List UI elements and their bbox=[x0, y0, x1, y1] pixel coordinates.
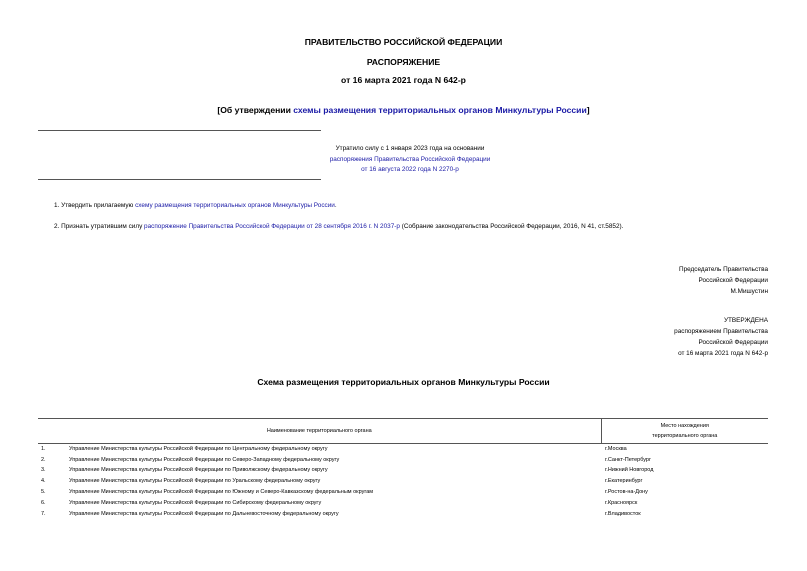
table-row bbox=[38, 476, 768, 487]
column-header-place-line2: территориального органа bbox=[652, 433, 718, 439]
signature-position: Председатель Правительства bbox=[679, 266, 768, 273]
item-1-prefix: 1. Утвердить прилагаемую bbox=[54, 202, 136, 209]
row-number: 2. bbox=[41, 456, 46, 463]
approval-line3: Российской Федерации bbox=[698, 339, 768, 346]
status-note-link-line1[interactable]: распоряжения Правительства Российской Федерации bbox=[329, 155, 491, 163]
row-name: Управление Министерства культуры Российской Федерации по Дальневосточному федеральному округу bbox=[69, 510, 339, 517]
row-name: Управление Министерства культуры Российской Федерации по Южному и Северо-Кавказскому федеральным округам bbox=[69, 489, 374, 496]
table-row bbox=[38, 487, 768, 498]
approval-block bbox=[674, 315, 768, 359]
row-name: Управление Министерства культуры Российской Федерации по Центральному федеральному округу bbox=[69, 446, 328, 453]
row-place: г.Екатеринбург bbox=[605, 478, 643, 485]
document-date-number: от 16 марта 2021 года N 642-р bbox=[341, 75, 466, 85]
row-place: г.Москва bbox=[605, 446, 627, 453]
signature-block bbox=[679, 264, 768, 297]
status-note bbox=[260, 144, 560, 176]
row-number: 1. bbox=[41, 446, 46, 453]
item-2-prefix: 2. Признать утратившим силу bbox=[54, 223, 145, 230]
row-name: Управление Министерства культуры Российской Федерации по Приволжскому федеральному округу bbox=[69, 467, 328, 474]
divider-top bbox=[38, 130, 321, 131]
table-header-row bbox=[38, 419, 768, 444]
document-title bbox=[0, 105, 807, 115]
row-place: г.Красноярск bbox=[605, 499, 638, 506]
item-1 bbox=[54, 202, 337, 209]
row-number: 3. bbox=[41, 467, 46, 474]
scheme-title: Схема размещения территориальных органов Минкультуры России bbox=[257, 377, 550, 387]
signature-name: М.Мишустин bbox=[730, 288, 768, 295]
table-body bbox=[38, 444, 768, 520]
row-place: г.Нижний Новгород bbox=[605, 467, 654, 474]
approval-heading: УТВЕРЖДЕНА bbox=[723, 317, 768, 324]
status-note-link-line2[interactable]: от 16 августа 2022 года N 2270-р bbox=[361, 166, 459, 173]
table-row bbox=[38, 454, 768, 465]
status-note-text: Утратило силу с 1 января 2023 года на основании bbox=[335, 145, 485, 152]
row-place: г.Ростов-на-Дону bbox=[605, 489, 648, 496]
table-row bbox=[38, 444, 768, 455]
title-open: [Об утверждении bbox=[217, 105, 294, 115]
row-name: Управление Министерства культуры Российской Федерации по Северо-Западному федеральному округу bbox=[69, 456, 340, 463]
approval-line2: распоряжением Правительства bbox=[674, 328, 768, 335]
territorial-bodies-table bbox=[38, 418, 768, 519]
item-2 bbox=[54, 223, 623, 230]
row-place: г.Владивосток bbox=[605, 510, 641, 517]
item-2-link[interactable]: распоряжение Правительства Российской Федерации от 28 сентября 2016 г. N 2037-р bbox=[144, 223, 400, 230]
table-row bbox=[38, 465, 768, 476]
table-row bbox=[38, 497, 768, 508]
row-name: Управление Министерства культуры Российской Федерации по Уральскому федеральному округу bbox=[69, 478, 321, 485]
item-2-suffix: (Собрание законодательства Российской Федерации, 2016, N 41, ст.5852). bbox=[399, 223, 624, 230]
signature-country: Российской Федерации bbox=[698, 277, 768, 284]
column-header-name: Наименование территориального органа bbox=[38, 419, 601, 444]
item-1-link[interactable]: схему размещения территориальных органов Минкультуры России bbox=[135, 202, 335, 209]
row-number: 7. bbox=[41, 510, 46, 517]
title-link[interactable]: схемы размещения территориальных органов Минкультуры России bbox=[293, 105, 587, 115]
row-number: 4. bbox=[41, 478, 46, 485]
row-number: 5. bbox=[41, 489, 46, 496]
approval-line4: от 16 марта 2021 года N 642-р bbox=[678, 350, 768, 357]
table-row bbox=[38, 508, 768, 519]
divider-bottom bbox=[38, 179, 321, 180]
column-header-place-line1: Место нахождения bbox=[660, 423, 709, 429]
column-header-place bbox=[601, 419, 768, 444]
item-1-suffix: . bbox=[334, 202, 337, 209]
issuing-authority: ПРАВИТЕЛЬСТВО РОССИЙСКОЙ ФЕДЕРАЦИИ bbox=[304, 37, 503, 47]
row-number: 6. bbox=[41, 499, 46, 506]
row-name: Управление Министерства культуры Российской Федерации по Сибирскому федеральному округу bbox=[69, 499, 322, 506]
title-close: ] bbox=[586, 105, 590, 115]
document-type: РАСПОРЯЖЕНИЕ bbox=[366, 57, 441, 67]
row-place: г.Санкт-Петербург bbox=[605, 456, 651, 463]
